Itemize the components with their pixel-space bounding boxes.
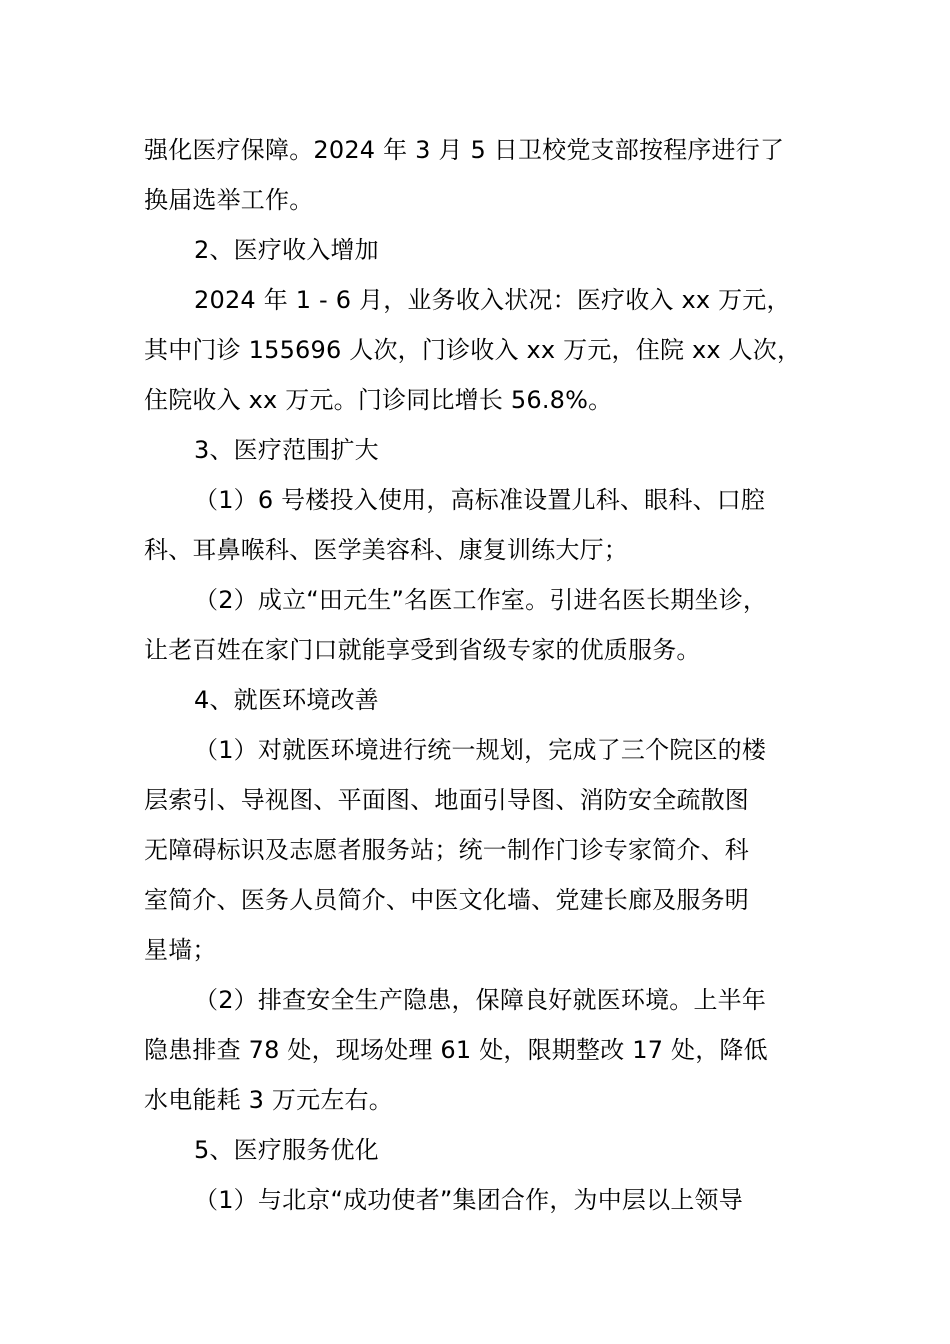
text-line-6: 住院收入 xx 万元。门诊同比增长 56.8%。 <box>144 386 613 414</box>
text-line-10: （2）成立“田元生”名医工作室。引进名医长期坐诊， <box>194 586 768 614</box>
section-heading-3: 3、医疗范围扩大 <box>194 436 379 464</box>
text-line-19: 隐患排查 78 处，现场处理 61 处，限期整改 17 处，降低 <box>144 1036 768 1064</box>
text-line-18: （2）排查安全生产隐患，保障良好就医环境。上半年 <box>194 986 767 1014</box>
text-line-2: 换届选举工作。 <box>144 186 314 214</box>
text-line-20: 水电能耗 3 万元左右。 <box>144 1086 393 1114</box>
section-heading-4: 4、就医环境改善 <box>194 686 379 714</box>
text-line-4: 2024 年 1 - 6 月，业务收入状况：医疗收入 xx 万元， <box>194 286 791 314</box>
section-heading-2: 2、医疗收入增加 <box>194 236 379 264</box>
text-line-16: 室简介、医务人员简介、中医文化墙、党建长廊及服务明 <box>144 886 749 914</box>
text-line-22: （1）与北京“成功使者”集团合作，为中层以上领导 <box>194 1186 743 1214</box>
text-line-15: 无障碍标识及志愿者服务站；统一制作门诊专家简介、科 <box>144 836 749 864</box>
text-line-8: （1）6 号楼投入使用，高标准设置儿科、眼科、口腔 <box>194 486 766 514</box>
text-line-13: （1）对就医环境进行统一规划，完成了三个院区的楼 <box>194 736 767 764</box>
text-line-9: 科、耳鼻喉科、医学美容科、康复训练大厅； <box>144 536 628 564</box>
text-line-17: 星墙； <box>144 936 217 964</box>
text-line-11: 让老百姓在家门口就能享受到省级专家的优质服务。 <box>144 636 701 664</box>
text-line-14: 层索引、导视图、平面图、地面引导图、消防安全疏散图 <box>144 786 749 814</box>
text-line-5: 其中门诊 155696 人次，门诊收入 xx 万元，住院 xx 人次， <box>144 336 802 364</box>
section-heading-5: 5、医疗服务优化 <box>194 1136 379 1164</box>
text-line-1: 强化医疗保障。2024 年 3 月 5 日卫校党支部按程序进行了 <box>144 136 785 164</box>
